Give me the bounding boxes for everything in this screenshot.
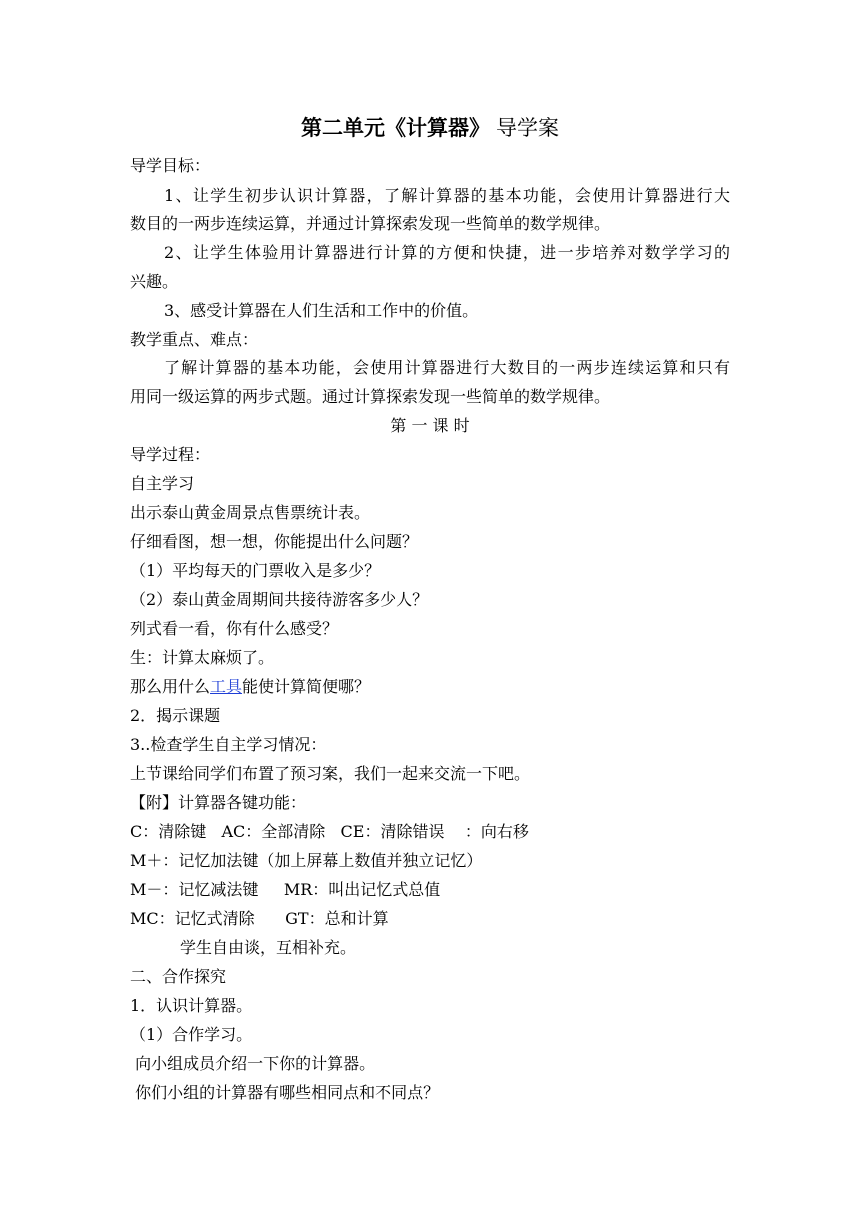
keys-line-1: C：清除键 AC：全部清除 CE：清除错误 ：向右移 xyxy=(130,822,529,841)
question-2: （2）泰山黄金周期间共接待游客多少人？ xyxy=(130,590,429,609)
title-main: 第二单元《计算器》 xyxy=(301,116,490,140)
compare-calculators: 你们小组的计算器有哪些相同点和不同点？ xyxy=(130,1083,440,1102)
appendix-heading: 【附】计算器各键功能： xyxy=(130,793,307,812)
goal-3: 3、感受计算器在人们生活和工作中的价值。 xyxy=(164,301,479,320)
self-study: 自主学习 xyxy=(130,474,195,493)
heading-key-points: 教学重点、难点： xyxy=(130,330,259,349)
know-calculator: 1．认识计算器。 xyxy=(130,996,253,1015)
title-suffix: 导学案 xyxy=(496,116,559,140)
tool-question xyxy=(130,676,730,698)
tool-link[interactable]: 工具 xyxy=(210,677,243,696)
goal-1: 1、让学生初步认识计算器，了解计算器的基本功能，会使用计算器进行大 xyxy=(164,186,730,205)
question-prompt: 仔细看图，想一想，你能提出什么问题？ xyxy=(130,532,419,551)
heading-process: 导学过程： xyxy=(130,445,211,464)
keys-line-2: M＋：记忆加法键（加上屏幕上数值并独立记忆） xyxy=(130,851,483,870)
tool-question-start: 那么用什么 xyxy=(130,677,211,696)
preview-share: 上节课给同学们布置了预习案，我们一起来交流一下吧。 xyxy=(130,764,531,783)
question-1: （1）平均每天的门票收入是多少？ xyxy=(130,561,381,580)
feel-prompt: 列式看一看，你有什么感受？ xyxy=(130,619,339,638)
discussion: 学生自由谈，互相补充。 xyxy=(180,938,357,957)
reveal-topic: 2．揭示课题 xyxy=(130,706,221,725)
goal-2-cont: 兴趣。 xyxy=(130,272,179,291)
heading-goals: 导学目标： xyxy=(130,156,211,175)
lesson-heading: 第 一 课 时 xyxy=(390,416,470,435)
goal-1-cont: 数目的一两步连续运算，并通过计算探索发现一些简单的数学规律。 xyxy=(130,214,611,233)
check-study: 3..检查学生自主学习情况： xyxy=(130,735,327,754)
heading-cooperate: 二、合作探究 xyxy=(130,967,227,986)
goal-2: 2、让学生体验用计算器进行计算的方便和快捷，进一步培养对数学学习的 xyxy=(164,243,730,262)
document-title xyxy=(0,114,860,142)
student-answer: 生：计算太麻烦了。 xyxy=(130,648,275,667)
keys-line-4: MC：记忆式清除 GT：总和计算 xyxy=(130,909,389,928)
key-points-cont: 用同一级运算的两步式题。通过计算探索发现一些简单的数学规律。 xyxy=(130,387,611,406)
tool-question-end: 能使计算简便哪？ xyxy=(242,677,371,696)
keys-line-3: M－：记忆减法键 MR：叫出记忆式总值 xyxy=(130,880,441,899)
show-table: 出示泰山黄金周景点售票统计表。 xyxy=(130,503,371,522)
key-points: 了解计算器的基本功能，会使用计算器进行大数目的一两步连续运算和只有 xyxy=(164,358,730,377)
group-study: （1）合作学习。 xyxy=(130,1025,253,1044)
introduce-calculator: 向小组成员介绍一下你的计算器。 xyxy=(130,1054,376,1073)
